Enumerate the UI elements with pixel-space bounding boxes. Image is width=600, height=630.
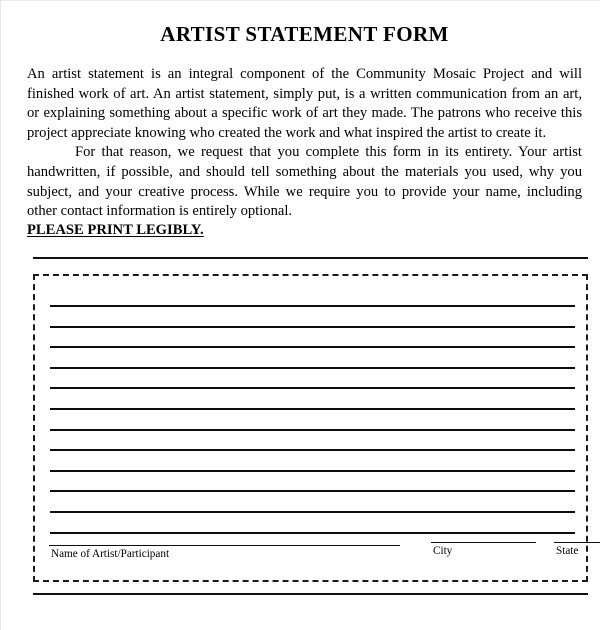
- state-field-line[interactable]: [554, 542, 600, 543]
- writing-line[interactable]: [50, 408, 575, 410]
- writing-line[interactable]: [50, 387, 575, 389]
- writing-line[interactable]: [50, 326, 575, 328]
- writing-line[interactable]: [50, 470, 575, 472]
- intro-paragraph-1: An artist statement is an integral component of the Community Mosaic Project and will finished work of art. An artist statement, simply put, is a written communication from an art, or explaining something about a specific work of art they made. The patrons who receive this project appreciate knowing who created the work and what inspired the artist to create it.: [27, 66, 582, 141]
- state-field-label: State: [556, 545, 579, 557]
- writing-line[interactable]: [50, 449, 575, 451]
- writing-line[interactable]: [50, 511, 575, 513]
- page-title: ARTIST STATEMENT FORM: [160, 22, 449, 46]
- page-content-area: [10, 3, 599, 628]
- name-field-label: Name of Artist/Participant: [51, 548, 170, 560]
- city-field-label: City: [433, 545, 453, 557]
- writing-line[interactable]: [50, 490, 575, 492]
- print-legibly-notice: PLEASE PRINT LEGIBLY.: [27, 222, 204, 238]
- divider-rule-top: [33, 257, 588, 259]
- artist-statement-entry-box[interactable]: [33, 274, 588, 582]
- writing-line[interactable]: [50, 429, 575, 431]
- intro-text-block: [27, 65, 582, 222]
- city-field-line[interactable]: [431, 542, 536, 543]
- writing-line[interactable]: [50, 367, 575, 369]
- divider-rule-bottom: [33, 593, 588, 595]
- name-field-line[interactable]: [49, 545, 400, 546]
- intro-paragraph-2: For that reason, we request that you complete this form in its entirety. Your artist handwritten, if possible, and should tell something about the materials you used, why you subject, and your creative process. While we require you to provide your name, including other contact information is entirely optional.: [27, 144, 582, 220]
- writing-line[interactable]: [50, 305, 575, 307]
- writing-line[interactable]: [50, 532, 575, 534]
- writing-line[interactable]: [50, 346, 575, 348]
